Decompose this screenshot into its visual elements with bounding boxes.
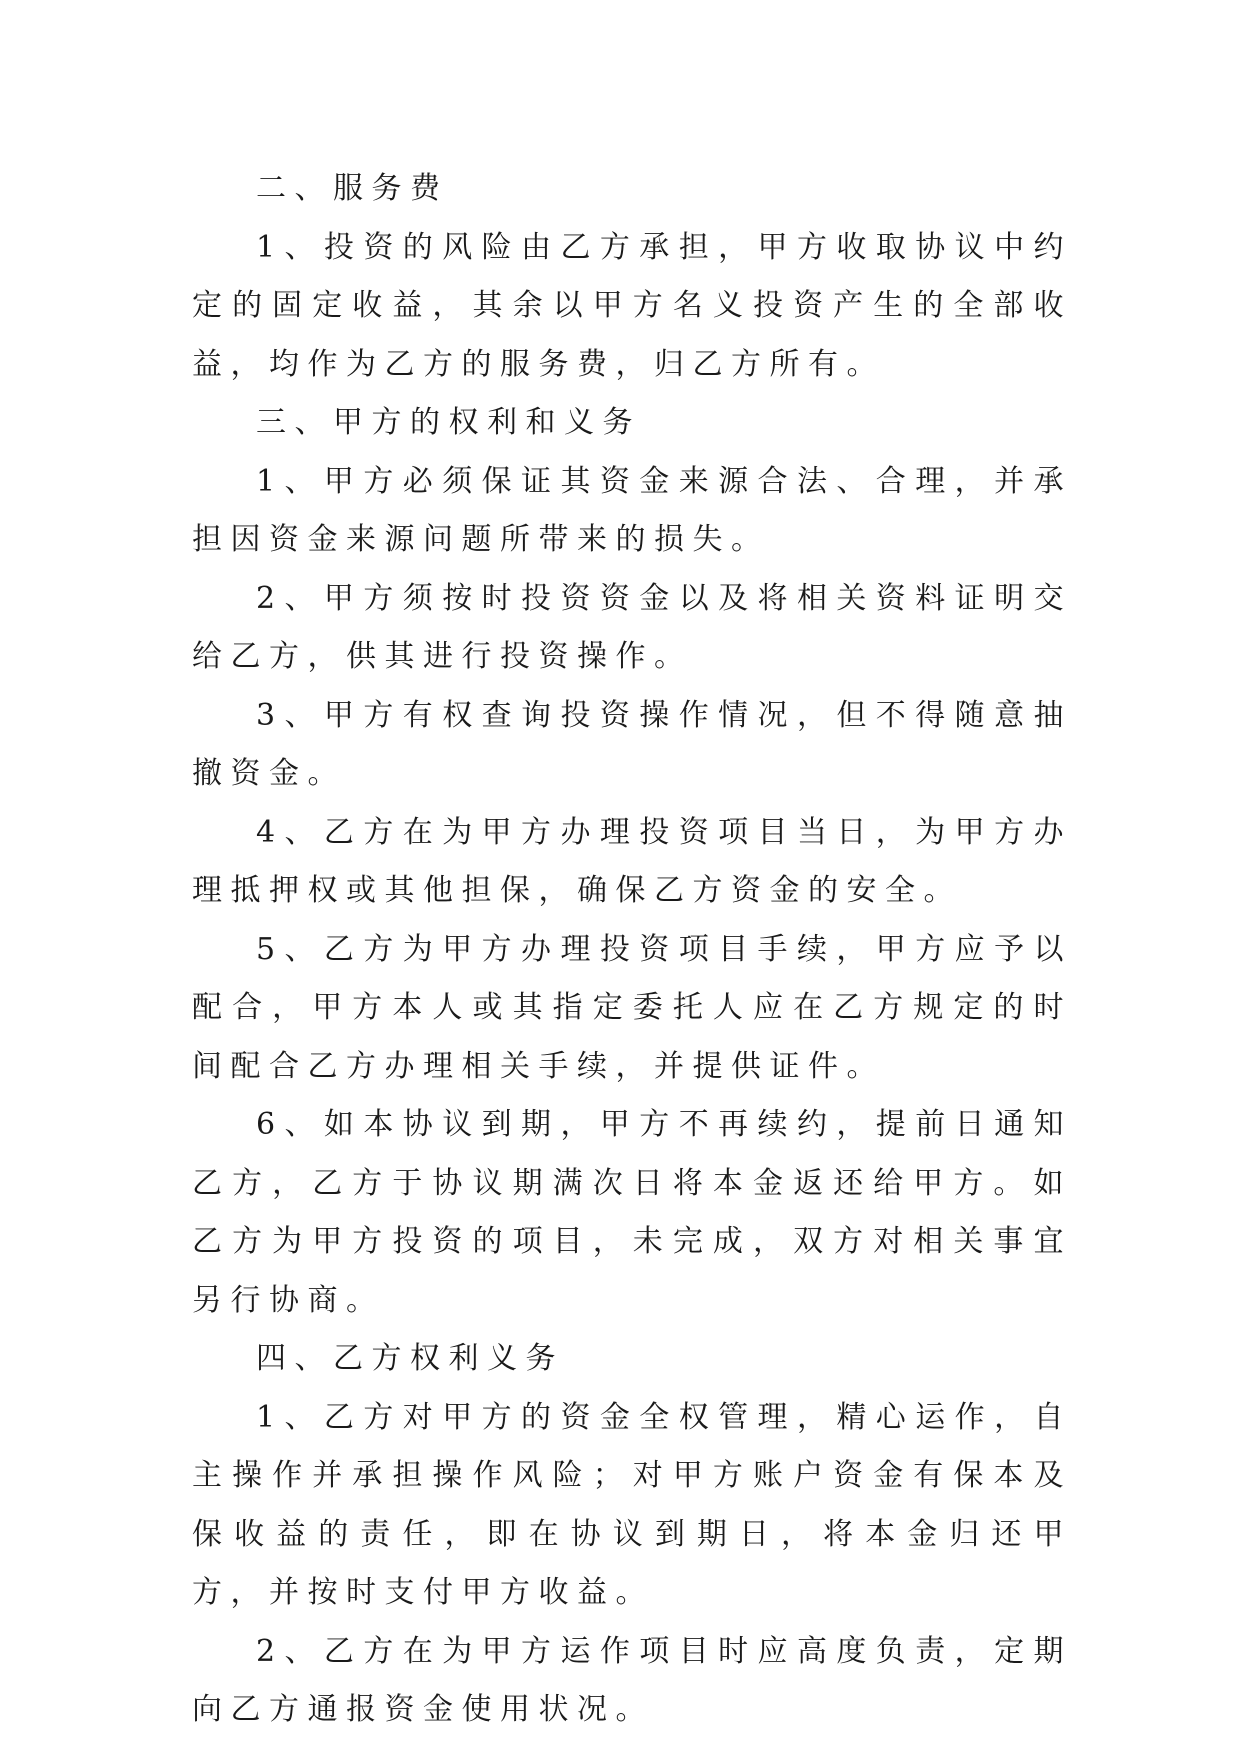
paragraph: 4、乙方在为甲方办理投资项目当日，为甲方办理抵押权或其他担保，确保乙方资金的安全。 — [192, 814, 1072, 908]
paragraph: 2、甲方须按时投资资金以及将相关资料证明交给乙方，供其进行投资操作。 — [192, 580, 1072, 674]
paragraph: 2、乙方在为甲方运作项目时应高度负责，定期向乙方通报资金使用状况。 — [192, 1633, 1072, 1727]
paragraph: 1、甲方必须保证其资金来源合法、合理，并承担因资金来源问题所带来的损失。 — [192, 463, 1072, 557]
paragraph: 6、如本协议到期，甲方不再续约，提前日通知乙方，乙方于协议期满次日将本金返还给甲方。如乙方为甲方投资的项目，未完成，双方对相关事宜另行协商。 — [192, 1107, 1072, 1318]
paragraph: 5、乙方为甲方办理投资项目手续，甲方应予以配合，甲方本人或其指定委托人应在乙方规定的时间配合乙方办理相关手续，并提供证件。 — [192, 931, 1072, 1084]
paragraph: 3、甲方有权查询投资操作情况，但不得随意抽撤资金。 — [192, 697, 1072, 791]
section-heading-party-a-rights: 三、甲方的权利和义务 — [256, 405, 641, 440]
section-heading-service-fee: 二、服务费 — [256, 171, 449, 206]
section-heading-party-b-rights: 四、乙方权利义务 — [256, 1341, 564, 1376]
paragraph: 1、乙方对甲方的资金全权管理，精心运作，自主操作并承担操作风险；对甲方账户资金有保本及保收益的责任，即在协议到期日，将本金归还甲方，并按时支付甲方收益。 — [192, 1399, 1072, 1610]
paragraph: 1、投资的风险由乙方承担，甲方收取协议中约定的固定收益，其余以甲方名义投资产生的全部收益，均作为乙方的服务费，归乙方所有。 — [192, 229, 1072, 382]
document-body — [192, 160, 1072, 1740]
